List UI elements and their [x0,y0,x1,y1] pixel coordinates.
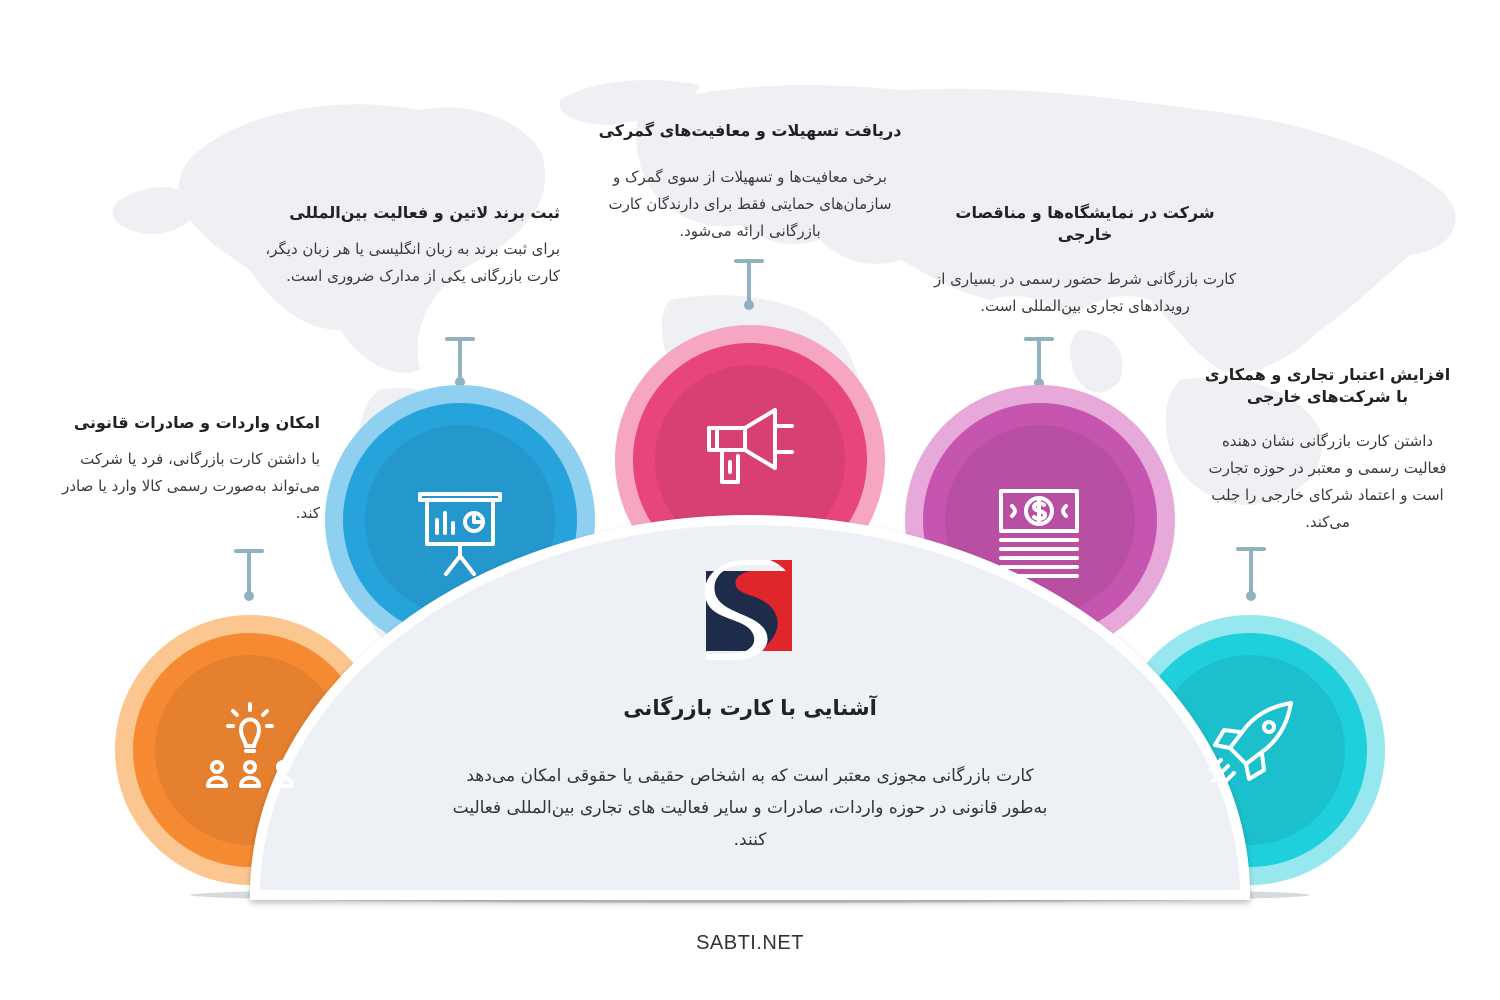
feature-title: ثبت برند لاتین و فعالیت بین‌المللی [289,203,560,222]
connector-line-1 [236,551,262,601]
feature-title: افزایش اعتبار تجاری و همکاری با شرکت‌های خارجی [1204,365,1451,406]
feature-description: برای ثبت برند به زبان انگلیسی یا هر زبان دیگر، کارت بازرگانی یکی از مدارک ضروری است. [265,240,560,285]
center-description: کارت بازرگانی مجوزی معتبر است که به اشخاص حقیقی یا حقوقی امکان می‌دهد به‌طور قانونی در حوزه واردات، صادرات و سایر فعالیت های تجاری بین‌المللی فعالیت کنند. [452,766,1048,850]
feature-text-5 [1200,364,1455,536]
center-title: آشنایی با کارت بازرگانی [623,696,877,720]
feature-text-2 [245,202,560,290]
feature-text-1 [60,412,320,527]
feature-description: داشتن کارت بازرگانی نشان دهنده فعالیت رسمی و معتبر در حوزه تجارت است و اعتماد شرکای خارجی را جلب می‌کند. [1208,432,1447,531]
feature-description: برخی معافیت‌ها و تسهیلات از سوی گمرک و سازمان‌های حمایتی فقط برای دارندگان کارت بازرگانی ارائه می‌شود. [608,168,892,240]
connector-line-4 [1026,339,1052,388]
feature-text-3 [595,120,905,245]
connector-line-5 [1238,549,1264,601]
sabti-logo [705,560,792,660]
feature-title: شرکت در نمایشگاه‌ها و مناقصات خارجی [955,203,1215,244]
feature-title: امکان واردات و صادرات قانونی [73,413,320,432]
feature-text-4 [930,202,1240,320]
feature-description: با داشتن کارت بازرگانی، فرد یا شرکت می‌تواند به‌صورت رسمی کالا وارد یا صادر کند. [62,450,320,522]
feature-title: دریافت تسهیلات و معافیت‌های گمرکی [598,121,902,140]
footer-brand[interactable]: SABTI.NET [696,932,804,954]
connector-line-2 [447,339,473,387]
feature-description: کارت بازرگانی شرط حضور رسمی در بسیاری از رویدادهای تجاری بین‌المللی است. [933,270,1237,315]
